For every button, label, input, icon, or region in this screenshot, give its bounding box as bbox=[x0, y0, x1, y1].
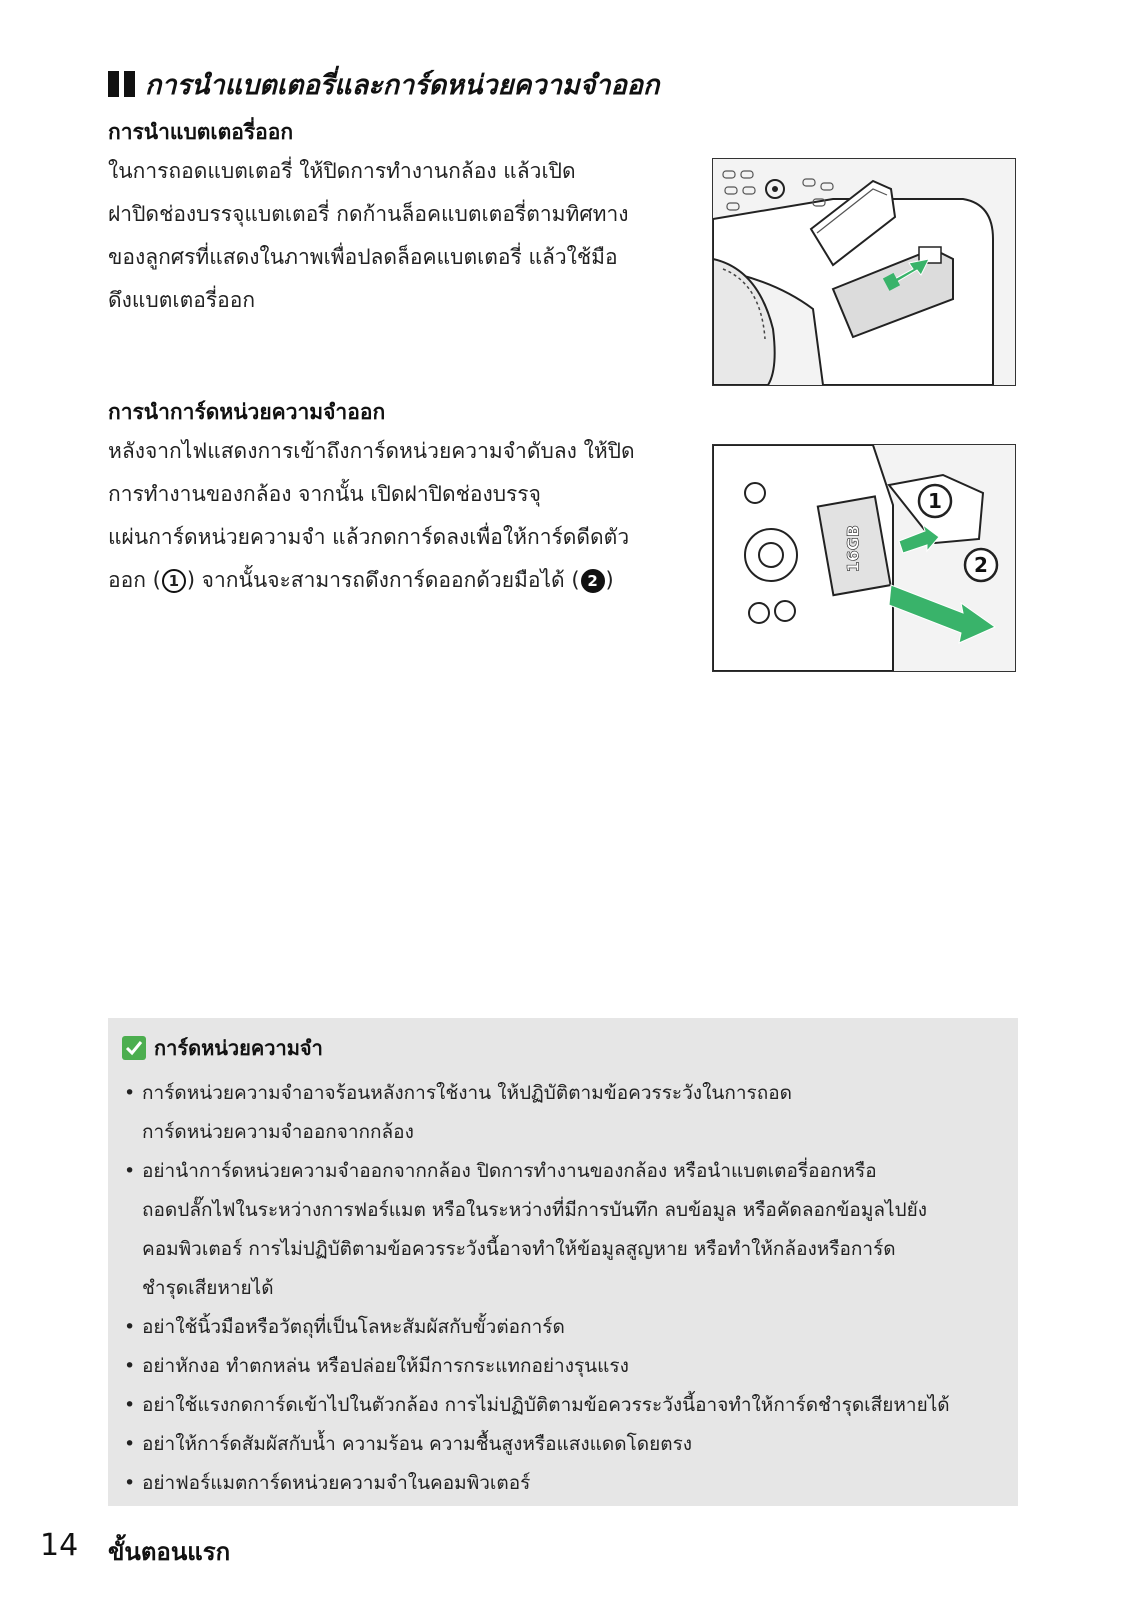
card-last-line bbox=[108, 559, 698, 602]
list-item bbox=[122, 1347, 1012, 1386]
card-line-part: ) bbox=[605, 568, 614, 592]
card-line-part: ออก ( bbox=[108, 568, 161, 592]
card-capacity-label: 16GB bbox=[843, 524, 863, 573]
list-item-line: • อย่าฟอร์แมตการ์ดหน่วยความจำในคอมพิวเตอร์ bbox=[142, 1472, 531, 1494]
callout-1-number: 1 bbox=[928, 489, 942, 513]
step-2-icon: 2 bbox=[581, 569, 605, 593]
list-item-line: • อย่าหักงอ ทำตกหล่น หรือปล่อยให้มีการกระแทกอย่างรุนแรง bbox=[142, 1355, 629, 1377]
card-line-part: ) จากนั้นจะสามารถดึงการ์ดออกด้วยมือได้ ( bbox=[186, 568, 580, 592]
list-item bbox=[122, 1386, 1012, 1425]
list-item-line: • อย่านำการ์ดหน่วยความจำออกจากกล้อง ปิดการทำงานของกล้อง หรือนำแบตเตอรี่ออกหรือ bbox=[142, 1160, 877, 1182]
check-icon bbox=[122, 1036, 146, 1060]
list-item-line: • อย่าให้การ์ดสัมผัสกับน้ำ ความร้อน ความชื้นสูงหรือแสงแดดโดยตรง bbox=[142, 1433, 693, 1455]
section-title: การนำแบตเตอรี่และการ์ดหน่วยความจำออก bbox=[145, 69, 660, 101]
list-item bbox=[122, 1074, 1012, 1152]
battery-line: ฝาปิดช่องบรรจุแบตเตอรี่ กดก้านล็อคแบตเตอรี่ตามทิศทาง bbox=[108, 202, 629, 226]
card-removal-drawing bbox=[713, 445, 1015, 671]
list-item-line: คอมพิวเตอร์ การไม่ปฏิบัติตามข้อควรระวังนี้อาจทำให้ข้อมูลสูญหาย หรือทำให้กล้องหรือการ์ด bbox=[142, 1238, 896, 1260]
note-box bbox=[108, 1018, 1018, 1506]
battery-paragraph bbox=[108, 150, 698, 322]
battery-illustration bbox=[712, 158, 1016, 386]
list-item-line: • อย่าใช้แรงกดการ์ดเข้าไปในตัวกล้อง การไม่ปฏิบัติตามข้อควรระวังนี้อาจทำให้การ์ดชำรุดเสียหายได้ bbox=[142, 1394, 950, 1416]
list-item bbox=[122, 1308, 1012, 1347]
list-item bbox=[122, 1425, 1012, 1464]
battery-removal-drawing bbox=[713, 159, 1015, 385]
list-item-line: การ์ดหน่วยความจำออกจากกล้อง bbox=[142, 1121, 414, 1143]
card-line: แผ่นการ์ดหน่วยความจำ แล้วกดการ์ดลงเพื่อให้การ์ดดีดตัว bbox=[108, 525, 630, 549]
chapter-label: ขั้นตอนแรก bbox=[108, 1538, 231, 1566]
note-title-text: การ์ดหน่วยความจำ bbox=[154, 1036, 323, 1060]
list-item-line: • การ์ดหน่วยความจำอาจร้อนหลังการใช้งาน ให้ปฏิบัติตามข้อควรระวังในการถอด bbox=[142, 1082, 792, 1104]
card-line: หลังจากไฟแสดงการเข้าถึงการ์ดหน่วยความจำดับลง ให้ปิด bbox=[108, 439, 635, 463]
battery-line: ของลูกศรที่แสดงในภาพเพื่อปลดล็อคแบตเตอรี่ แล้วใช้มือ bbox=[108, 245, 618, 269]
note-title bbox=[122, 1032, 323, 1064]
list-item-line: • อย่าใช้นิ้วมือหรือวัตถุที่เป็นโลหะสัมผัสกับขั้วต่อการ์ด bbox=[142, 1316, 565, 1338]
list-item bbox=[122, 1152, 1012, 1308]
step-1-icon: 1 bbox=[162, 569, 186, 593]
battery-line: ในการถอดแบตเตอรี่ ให้ปิดการทำงานกล้อง แล้วเปิด bbox=[108, 159, 576, 183]
card-heading: การนำการ์ดหน่วยความจำออก bbox=[108, 400, 386, 424]
battery-line: ดึงแบตเตอรี่ออก bbox=[108, 288, 256, 312]
list-item-line: ถอดปลั๊กไฟในระหว่างการฟอร์แมต หรือในระหว่างที่มีการบันทึก ลบข้อมูล หรือคัดลอกข้อมูลไปยัง bbox=[142, 1199, 928, 1221]
list-item-line: ชำรุดเสียหายได้ bbox=[142, 1277, 274, 1299]
card-line: การทำงานของกล้อง จากนั้น เปิดฝาปิดช่องบรรจุ bbox=[108, 482, 541, 506]
note-list bbox=[122, 1074, 1012, 1503]
card-paragraph bbox=[108, 430, 698, 602]
page-number: 14 bbox=[40, 1528, 79, 1563]
list-item bbox=[122, 1464, 1012, 1503]
card-illustration bbox=[712, 444, 1016, 672]
section-marker-icon bbox=[108, 71, 135, 97]
section-heading bbox=[108, 62, 748, 106]
callout-2-number: 2 bbox=[974, 553, 988, 577]
battery-heading: การนำแบตเตอรี่ออก bbox=[108, 120, 294, 144]
